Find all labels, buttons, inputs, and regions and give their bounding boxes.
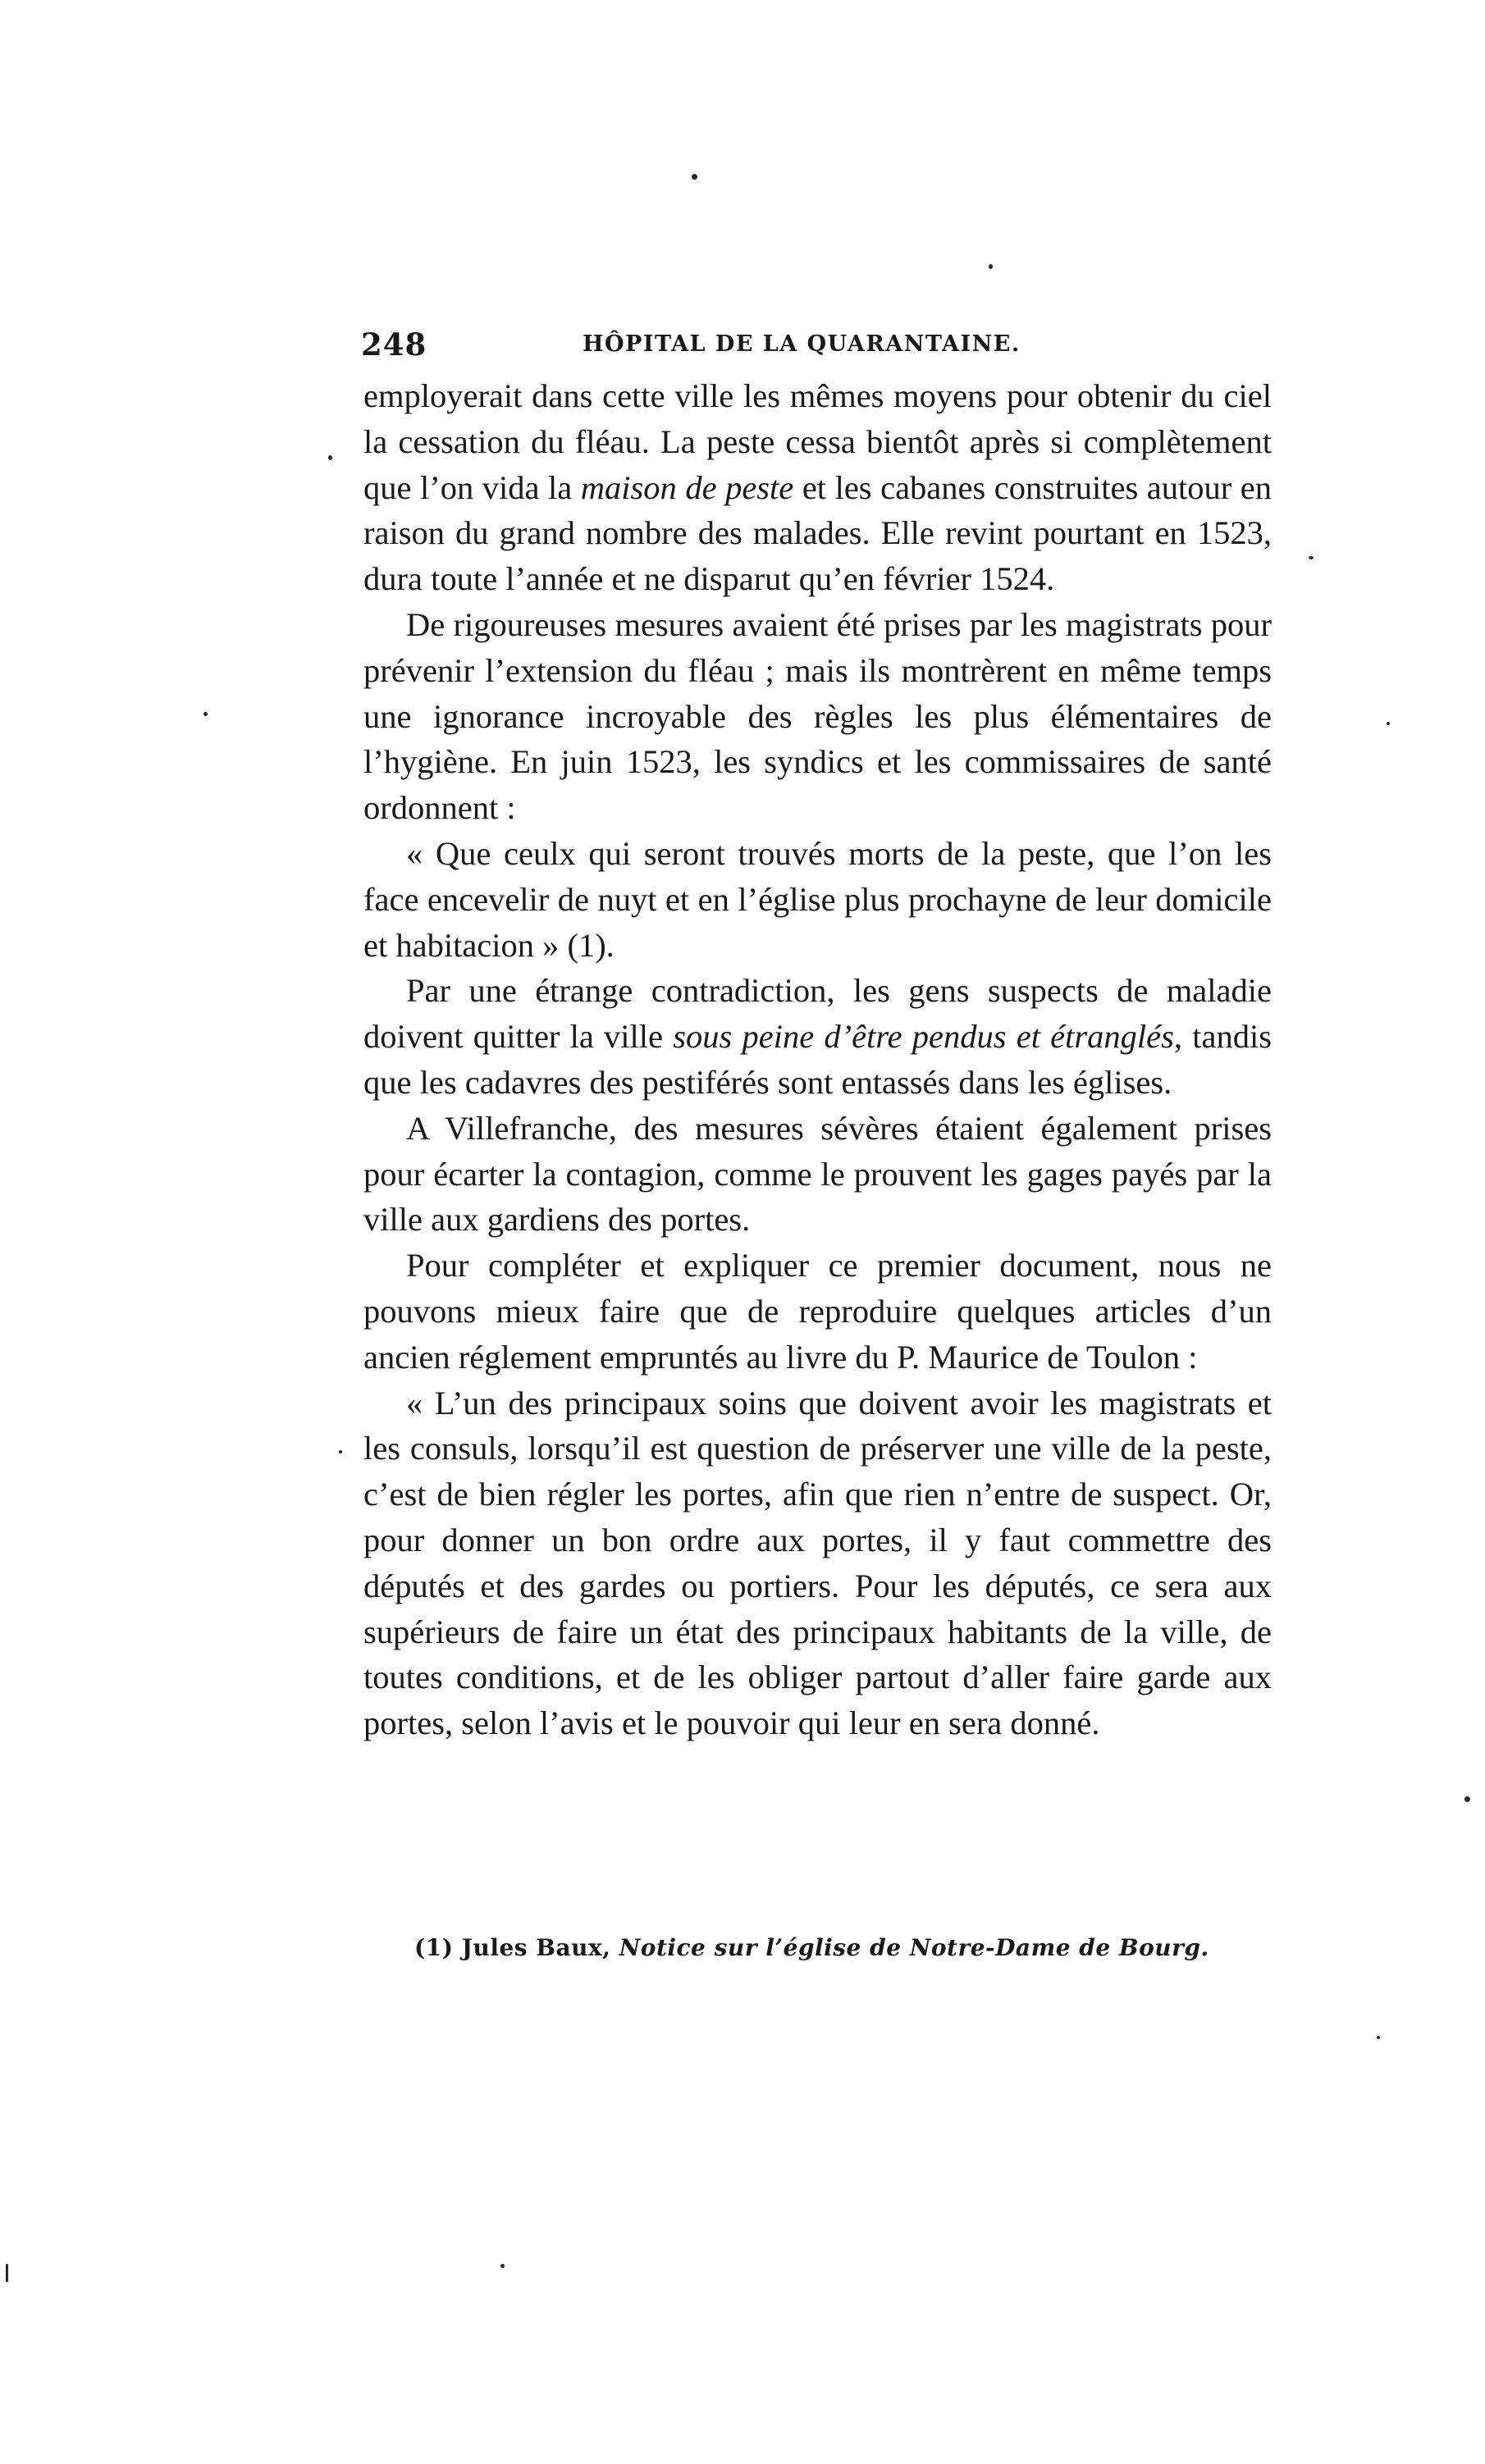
- paragraph-5: A Villefranche, des mesures sévères étaient également prises pour écarter la contagion, comme le prouvent les gages payés par la ville aux gardiens des portes.: [363, 1109, 1272, 1239]
- body-text: [363, 373, 1272, 1746]
- footnote-marker: (1): [414, 1934, 454, 1961]
- footnote-title: Notice sur l’église de Notre-Dame de Bourg.: [619, 1934, 1209, 1961]
- footnote: [414, 1934, 1209, 1961]
- paragraph-2: De rigoureuses mesures avaient été prises par les magistrats pour prévenir l’extension du fléau ; mais ils montrèrent en même temps une ignorance incroyable des règles les plus élémentaires de l’hygiène. En juin 1523, les syndics et les commissaires de santé ordonnent :: [363, 605, 1272, 827]
- paragraph-3-quote: « Que ceulx qui seront trouvés morts de la peste, que l’on les face encevelir de nuyt et en l’église plus prochayne de leur domicile et habitacion » (1).: [363, 834, 1272, 964]
- scan-speck: [500, 2264, 505, 2268]
- scan-speck: [328, 455, 332, 460]
- scan-speck: [1387, 722, 1390, 725]
- scan-speck: [1377, 2036, 1380, 2039]
- emphasis-maison-de-peste: maison de peste: [580, 468, 794, 506]
- scan-speck: [989, 264, 993, 269]
- paragraph-7-quote: « L’un des principaux soins que doivent avoir les magistrats et les consuls, lorsqu’il est question de préserver une ville de la peste, c’est de bien régler les portes, afin que rien n’entre de suspect. Or, pour donner un bon ordre aux portes, il y faut commettre des députés et des gardes ou portiers. Pour les députés, ce sera aux supérieurs de faire un état des principaux habitants de la ville, de toutes conditions, et de les obliger partout d’aller faire garde aux portes, selon l’avis et le pouvoir qui leur en sera donné.: [363, 1384, 1272, 1742]
- scan-speck: [692, 174, 697, 180]
- scan-speck: [203, 712, 208, 716]
- footnote-author: Jules Baux,: [461, 1934, 611, 1961]
- emphasis-sous-peine: sous peine d’être pendus et étranglés: [673, 1018, 1174, 1056]
- scan-speck: [1464, 1796, 1470, 1802]
- scan-speck: [6, 2264, 8, 2282]
- paragraph-1: employerait dans cette ville les mêmes moyens pour obtenir du ciel la cessation du fléau. La peste cessa bientôt après si complètement que l’on vida la maison de peste et les cabanes construites autour en raison du grand nombre des malades. Elle revint pourtant en 1523, dura toute l’année et ne disparut qu’en février 1524.: [363, 377, 1272, 598]
- running-head: HÔPITAL DE LA QUARANTAINE.: [583, 331, 1021, 357]
- page-number: 248: [361, 326, 427, 363]
- paragraph-4: Par une étrange contradiction, les gens suspects de maladie doivent quitter la ville sous peine d’être pendus et étranglés, tandis que les cadavres des pestiférés sont entassés dans les églises.: [363, 972, 1272, 1101]
- page-header: [361, 326, 1278, 376]
- scan-speck: [1309, 556, 1314, 559]
- scan-speck: [339, 1450, 342, 1453]
- paragraph-6: Pour compléter et expliquer ce premier document, nous ne pouvons mieux faire que de reproduire quelques articles d’un ancien réglement empruntés au livre du P. Maurice de Toulon :: [363, 1247, 1272, 1376]
